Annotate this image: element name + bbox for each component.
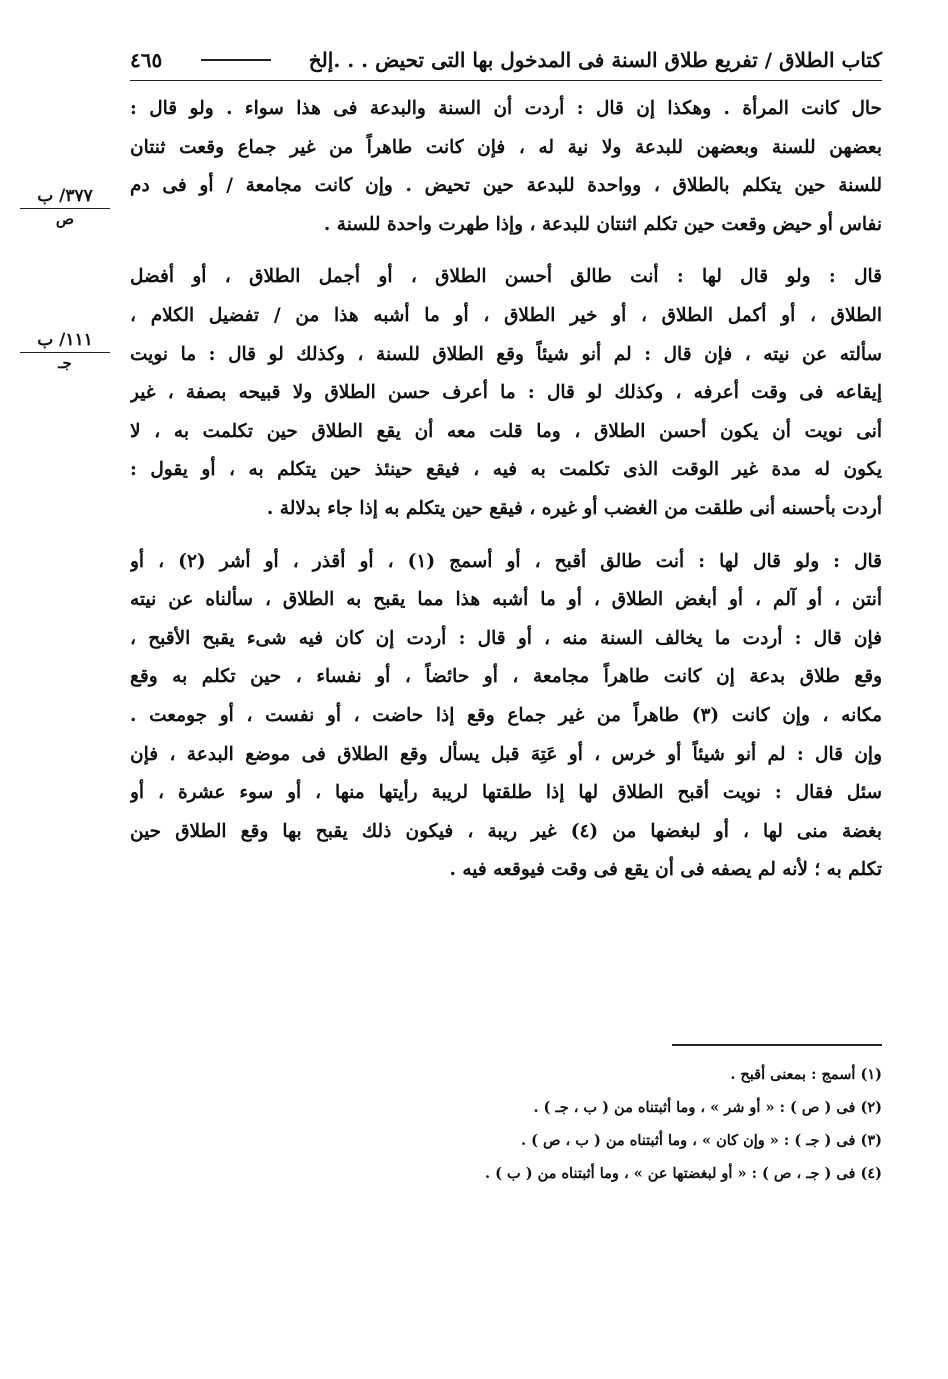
footnote-3: (٣) فى ( جـ ) : « وإن كان » ، وما أثبتناه من ( ب ، ص ) . — [520, 1132, 882, 1149]
text-line: مكانه ، وإن كانت (٣) طاهراً من غير جماع وقع إذا حاضت ، أو نفست ، أو جومعت . — [130, 704, 882, 726]
footnotes — [300, 1058, 882, 1190]
text-line: الطلاق ، أو أكمل الطلاق ، أو خير الطلاق ، أو ما أشبه هذا من / تفضيل الكلام ، — [130, 304, 882, 326]
text-line: وإن قال : لم أنو شيئاً أو خرس ، أو عَتِهَ قبل يسأل وقع الطلاق فى موضع البدعة ، فإن — [130, 743, 882, 765]
text-line: وقع طلاق بدعة إن كانت طاهراً مجامعة ، أو حائضاً ، أو نفساء ، حين تكلم به وقع — [130, 666, 882, 688]
footnote-1: (١) أسمج : بمعنى أقبح . — [730, 1066, 882, 1083]
page-number: ٤٦٥ — [130, 48, 163, 72]
text-line: نفاس أو حيض وقعت حين تكلم اثنتان للبدعة ، وإذا طهرت واحدة للسنة . — [323, 213, 882, 235]
text-line: حال كانت المرأة . وهكذا إن قال : أردت أن السنة والبدعة فى هذا سواء . ولو قال : — [130, 98, 882, 119]
margin-ref-2 — [20, 330, 110, 372]
text-line: أردت بأحسنه أنى طلقت من الغضب أو غيره ، فيقع حين يتكلم به إذا جاء بدلالة . — [266, 497, 882, 519]
header-title: كتاب الطلاق / تفريع طلاق السنة فى المدخول بها التى تحيض . . .إلخ — [308, 48, 882, 72]
text-line: فإن قال : أردت ما يخالف السنة منه ، أو قال : أردت إن كان فيه شىء يقبح الأقبح ، — [130, 627, 882, 649]
margin-ref-siglum: جـ — [58, 354, 72, 372]
text-line: قال : ولو قال لها : أنت طالق أحسن الطلاق ، أو أجمل الطلاق ، أو أفضل — [130, 266, 882, 288]
text-line: إيقاعه فى وقت أعرفه ، وكذلك لو قال : ما أعرف حسن الطلاق ولا قبيحه بصفة ، غير — [130, 382, 882, 404]
text-line: أنتن ، أو آلم ، أو أبغض الطلاق ، أو ما أشبه هذا مما يقبح به الطلاق ، سألناه عن نيته — [130, 589, 882, 611]
paragraph-2 — [130, 258, 882, 528]
text-line: سألته عن نيته ، فإن قال : لم أنو شيئاً وقع الطلاق للسنة ، وكذلك لو قال : ما نويت — [130, 343, 882, 365]
text-line: سئل فقال : نويت أقبح الطلاق لها إذا طلقتها لريبة رأيتها منها ، أو سوء عشرة ، أو — [130, 782, 882, 804]
header-rule — [201, 59, 271, 61]
margin-ref-folio: ١١١/ ب — [20, 330, 110, 353]
text-line: للسنة حين يتكلم بالطلاق ، وواحدة للبدعة حين تحيض . وإن كانت مجامعة / أو فى دم — [130, 175, 882, 197]
text-line: قال : ولو قال لها : أنت طالق أقبح ، أو أسمج (١) ، أو أقذر ، أو أشر (٢) ، أو — [130, 550, 882, 572]
margin-ref-1 — [20, 186, 110, 228]
text-line: بغضة منى لها ، أو لبغضها من (٤) غير ريبة ، فيكون ذلك يقبح بها وقع الطلاق حين — [130, 820, 882, 842]
body-text — [130, 90, 882, 904]
footnote-separator — [672, 1044, 882, 1046]
text-line: يكون له مدة غير الوقت الذى تكلمت به فيه ، فيقع حينئذ حين يتكلم به ، أو يقول : — [130, 459, 882, 481]
running-header — [130, 40, 882, 81]
footnote-4: (٤) فى ( جـ ، ص ) : « أو لبغضتها عن » ، وما أثبتناه من ( ب ) . — [485, 1165, 882, 1182]
text-line: بعضهن للسنة وبعضهن للبدعة ولا نية له ، فإن كانت طاهراً من غير جماع وقعت ثنتان — [130, 136, 882, 158]
text-line: تكلم به ؛ لأنه لم يصفه فى أن يقع فى وقت فيوقعه فيه . — [449, 859, 882, 881]
text-line: أنى نويت أن يكون أحسن الطلاق ، وما قلت معه أن يقع الطلاق حين تكلمت به ، لا — [130, 420, 882, 442]
paragraph-1 — [130, 90, 882, 244]
paragraph-3 — [130, 543, 882, 890]
margin-ref-folio: ٣٧٧/ ب — [20, 186, 110, 209]
footnote-2: (٢) فى ( ص ) : « أو شر » ، وما أثبتناه من ( ب ، جـ ) . — [533, 1099, 882, 1116]
margin-ref-siglum: ص — [55, 210, 75, 228]
